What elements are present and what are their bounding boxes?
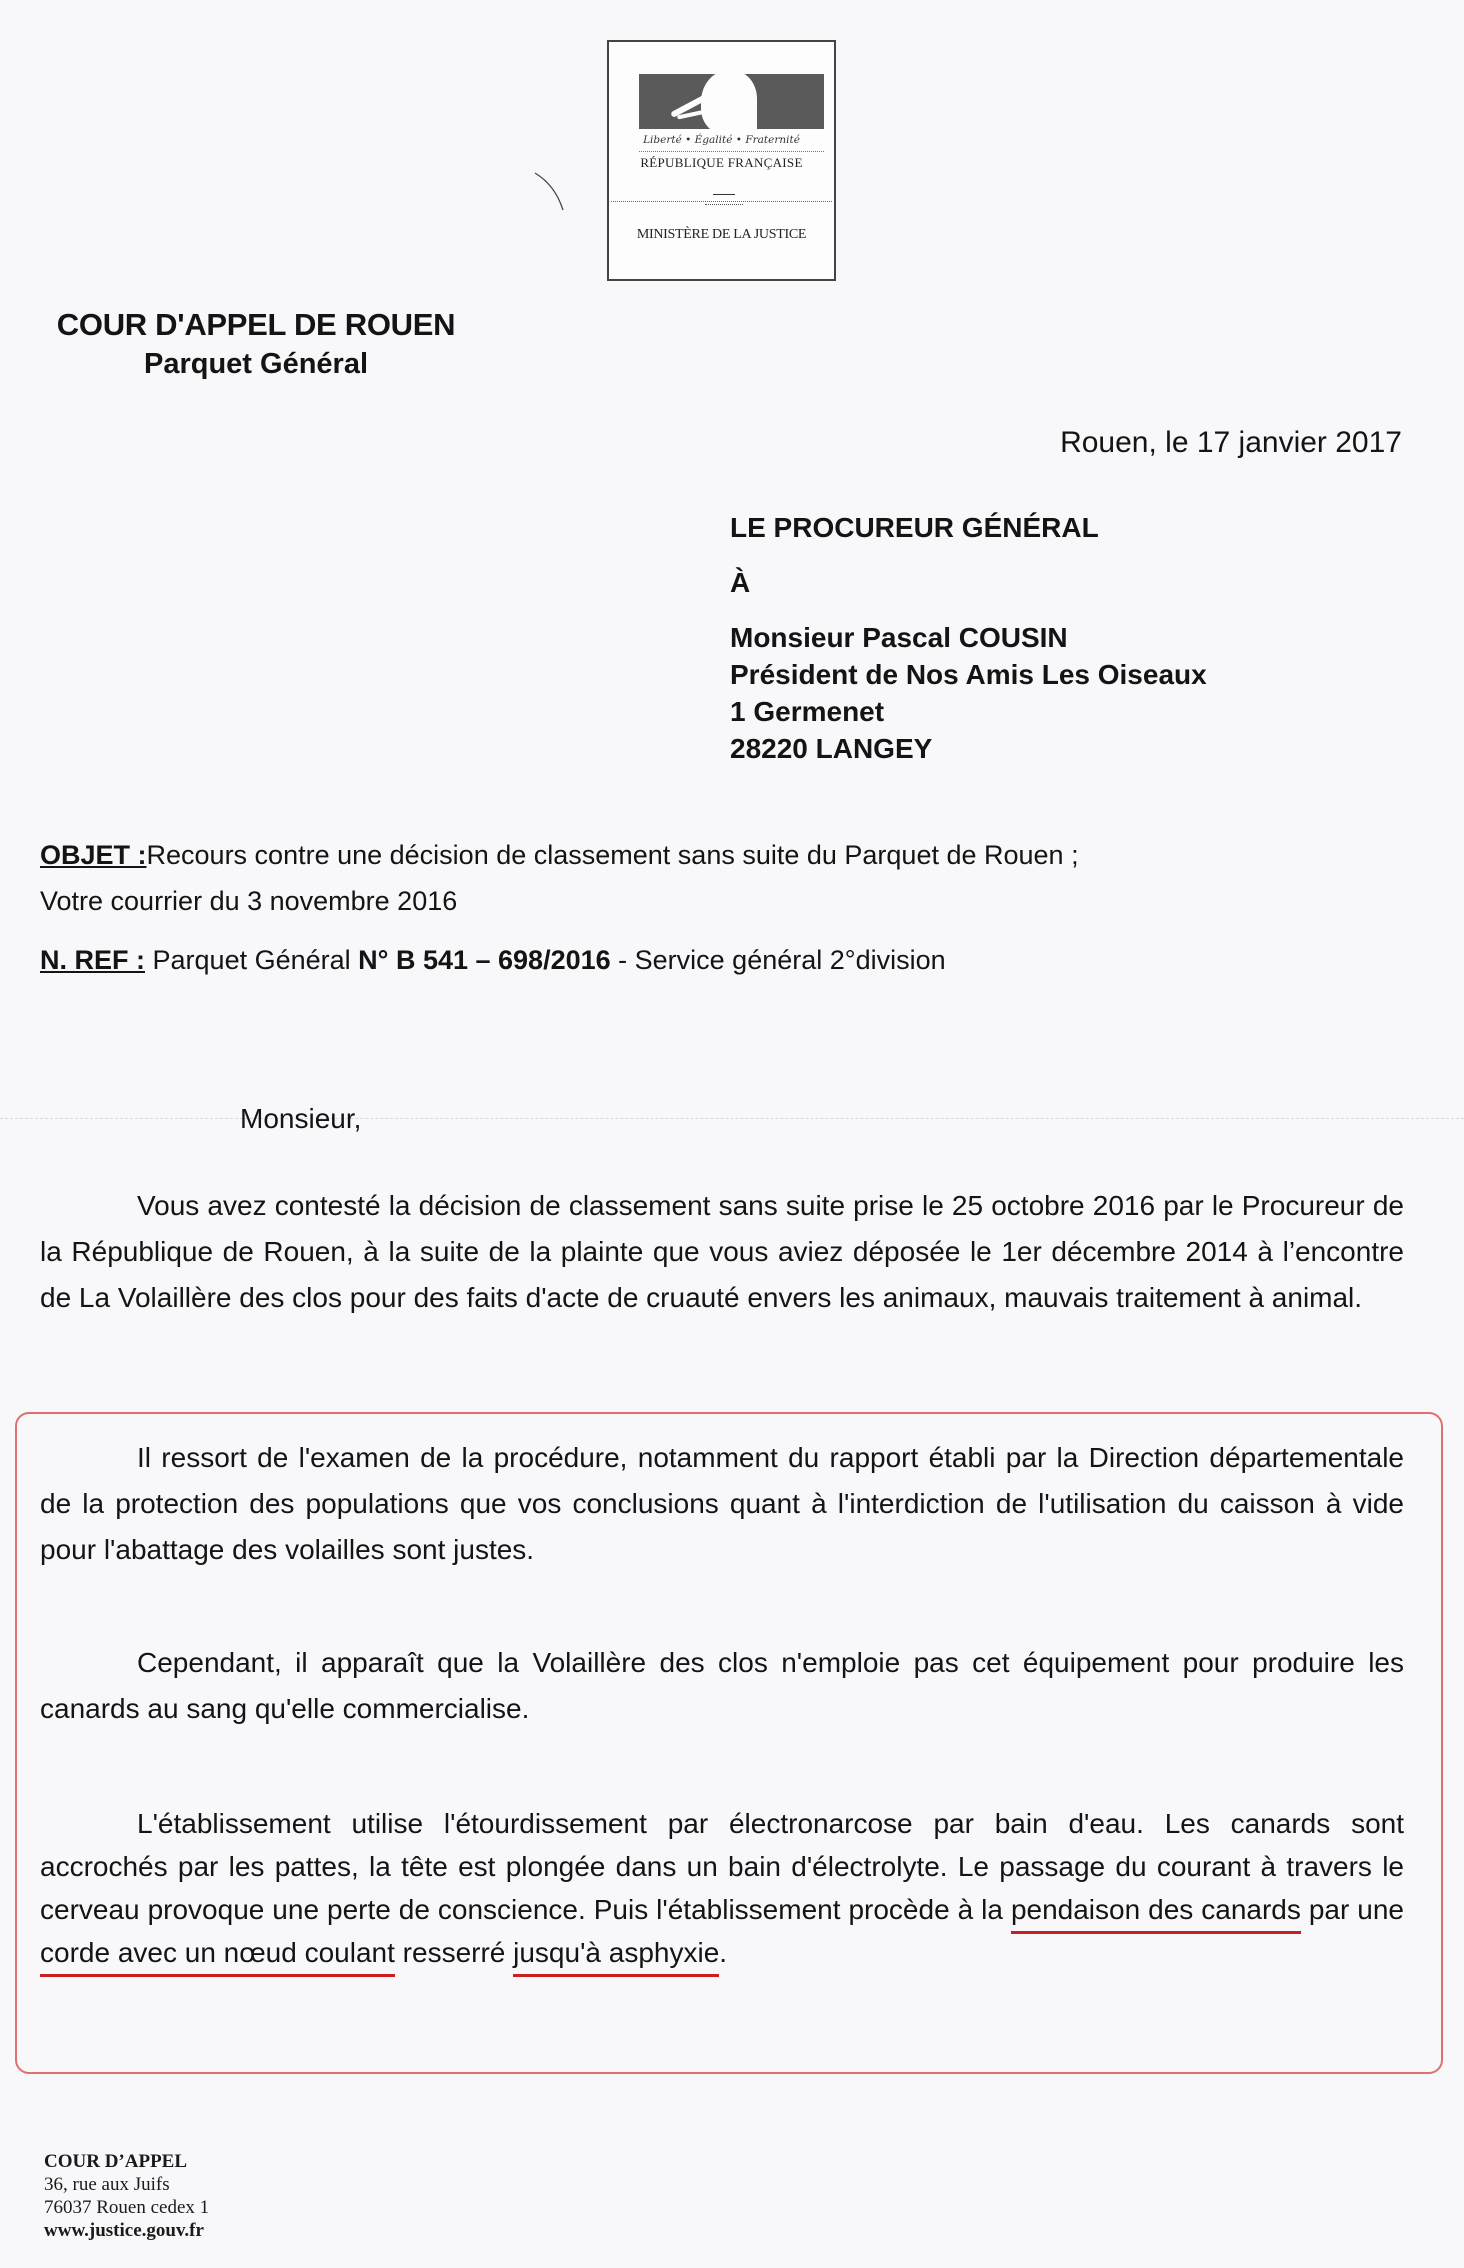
reference-number: N° B 541 – 698/2016: [358, 945, 611, 975]
recipient-street: 1 Germenet: [730, 696, 885, 727]
court-name: COUR D'APPEL DE ROUEN: [56, 307, 456, 342]
paragraph-contestation: Vous avez contesté la décision de classement sans suite prise le 25 octobre 2016 par le Procureur de la République de Rouen, à la suite de la plainte que vous aviez déposée le 1er décembre 2014 à l’encontre de La Volaillère des clos pour des faits d'acte de cruauté envers les animaux, mauvais traitement à animal.: [40, 1190, 1404, 1313]
method-text-1: L'établissement utilise l'étourdissement par électronarcose par bain d'eau. Les canards sont accrochés par les pattes, la tête est plongée dans un bain d'électrolyte. Le passage du courant à travers le cerveau provoque une perte de conscience. Puis l'établissement procède à la: [40, 1808, 1404, 1925]
reference-prefix: Parquet Général: [152, 945, 351, 975]
method-text-end: .: [719, 1937, 728, 1968]
ministry-logo: [607, 40, 836, 281]
underlined-hanging: pendaison des canards: [1011, 1894, 1301, 1934]
marianne-emblem-icon: [639, 74, 824, 129]
footer-website[interactable]: www.justice.gouv.fr: [44, 2220, 204, 2241]
object-line-2: Votre courrier du 3 novembre 2016: [40, 886, 458, 916]
object-line: [40, 840, 1079, 871]
method-text-2: par une: [1300, 1894, 1405, 1925]
recipient-title: Président de Nos Amis Les Oiseaux: [730, 659, 1207, 690]
pen-stroke-mark-icon: [525, 165, 575, 225]
footer-street: 36, rue aux Juifs: [44, 2174, 170, 2195]
recipient-name: Monsieur Pascal COUSIN: [730, 622, 1068, 653]
underlined-rope: corde avec un nœud coulant: [40, 1937, 395, 1977]
logo-ministry: MINISTÈRE DE LA JUSTICE: [636, 227, 807, 242]
paragraph-method: [40, 1802, 1404, 1974]
recipient-city: 28220 LANGEY: [730, 733, 933, 764]
reference-suffix: - Service général 2°division: [618, 945, 946, 975]
sender-title: LE PROCUREUR GÉNÉRAL: [730, 512, 1099, 543]
underlined-asphyxia: jusqu'à asphyxie: [513, 1937, 719, 1977]
logo-motto: Liberté • Égalité • Fraternité: [643, 134, 800, 146]
method-text-3: resserré: [394, 1937, 514, 1968]
footer-org: COUR D’APPEL: [44, 2151, 188, 2172]
to-word: À: [730, 567, 751, 598]
paragraph-findings: Il ressort de l'examen de la procédure, notamment du rapport établi par la Direction départementale de la protection des populations que vos conclusions quant à l'interdiction de l'utilisation du caisson à vide pour l'abattage des volailles sont justes.: [40, 1442, 1404, 1565]
letter-date: Rouen, le 17 janvier 2017: [1060, 426, 1402, 459]
reference-line: [40, 945, 946, 976]
object-text: Recours contre une décision de classement sans suite du Parquet de Rouen ;: [146, 840, 1079, 870]
paper-fold-line: [0, 1118, 1464, 1119]
logo-republic: RÉPUBLIQUE FRANÇAISE: [640, 155, 803, 170]
footer-address: [44, 2150, 209, 2242]
paragraph-however: Cependant, il apparaît que la Volaillère des clos n'emploie pas cet équipement pour produire les canards au sang qu'elle commercialise.: [40, 1647, 1404, 1724]
footer-city: 76037 Rouen cedex 1: [44, 2197, 210, 2218]
object-label: OBJET :: [40, 840, 147, 870]
court-department: Parquet Général: [143, 348, 369, 380]
greeting: Monsieur,: [240, 1103, 362, 1134]
reference-label: N. REF :: [40, 945, 145, 975]
